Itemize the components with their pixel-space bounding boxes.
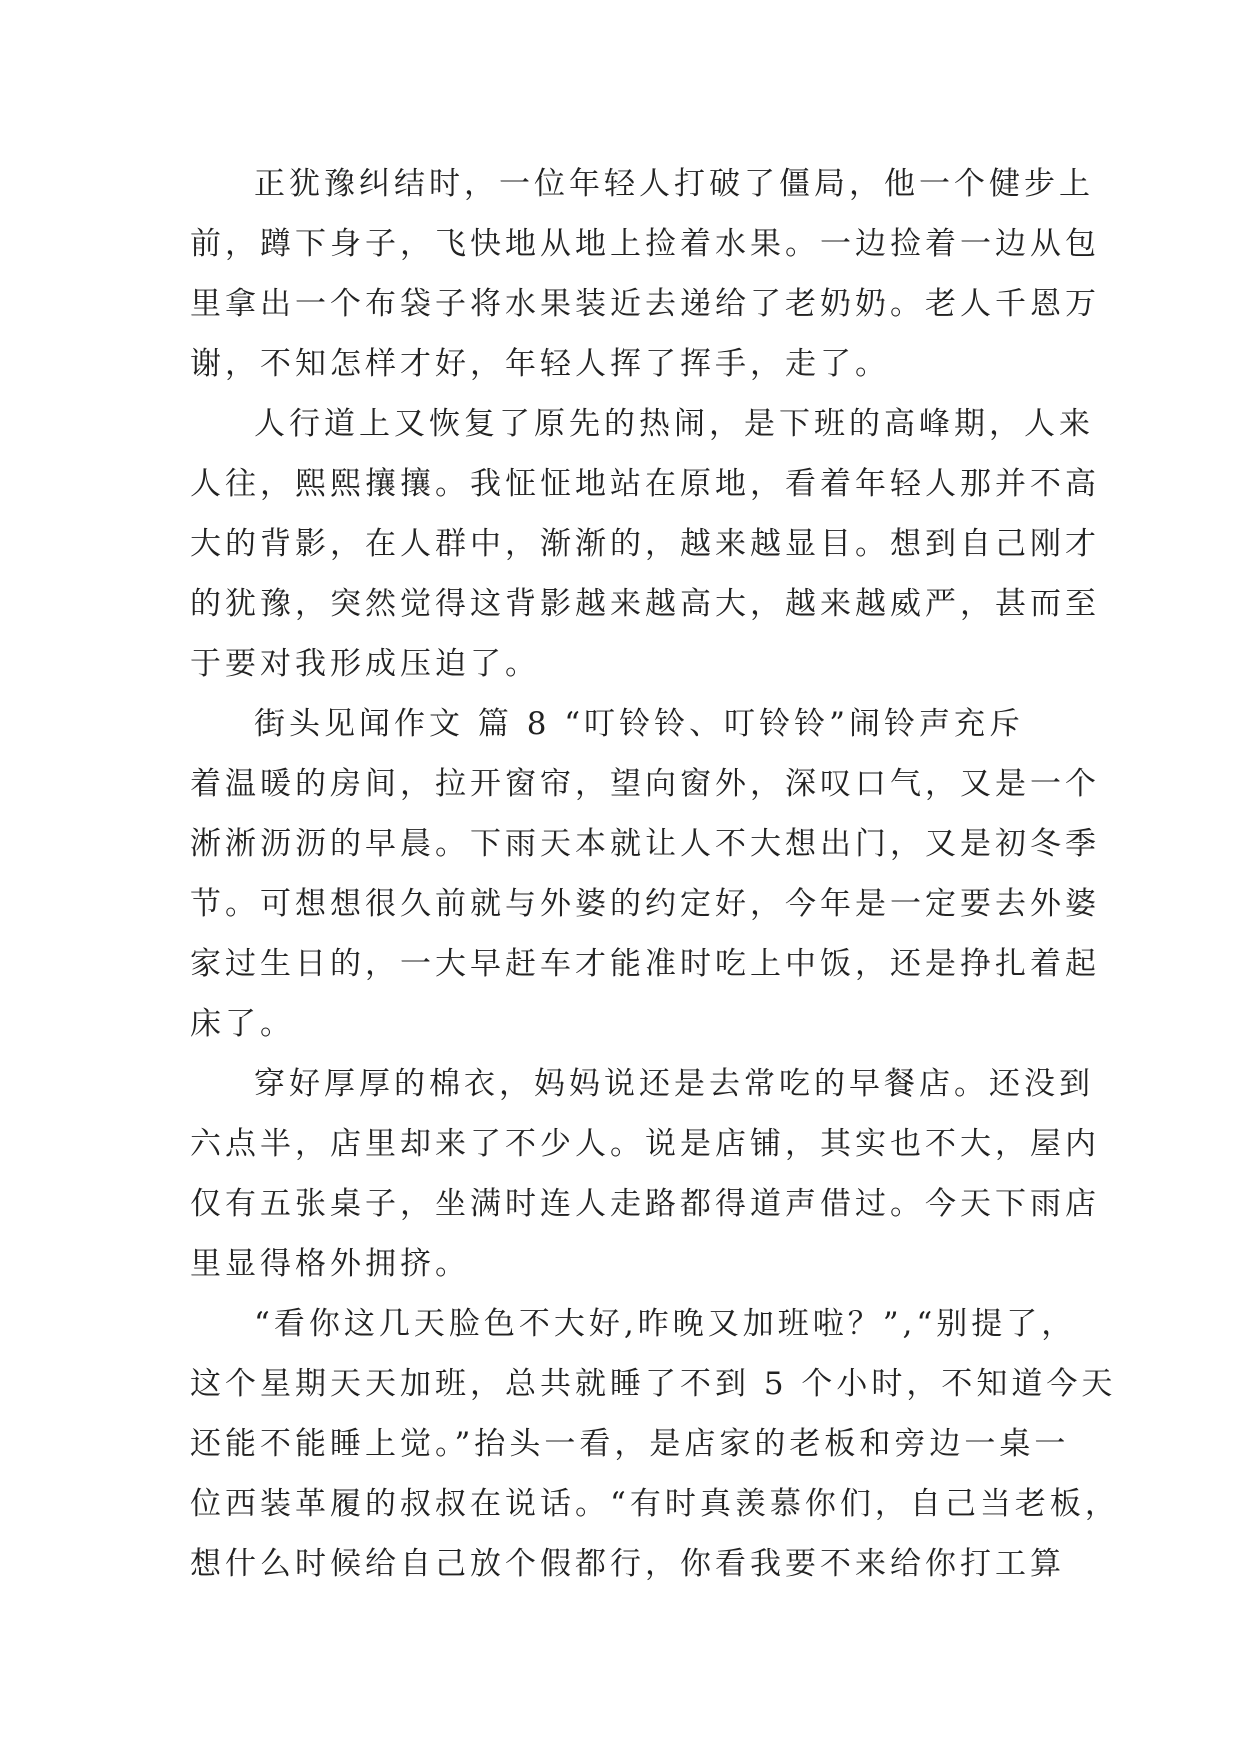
text-line: 仅有五张桌子，坐满时连人走路都得道声借过。今天下雨店 — [190, 1186, 1100, 1222]
text-line: 六点半，店里却来了不少人。说是店铺，其实也不大，屋内 — [190, 1126, 1100, 1162]
text-line: 床了。 — [190, 1006, 295, 1042]
text-line: 还能不能睡上觉。”抬头一看，是店家的老板和旁边一桌一 — [190, 1426, 1070, 1462]
text-line: 家过生日的，一大早赶车才能准时吃上中饭，还是挣扎着起 — [190, 946, 1100, 982]
text-line: 想什么时候给自己放个假都行，你看我要不来给你打工算 — [190, 1546, 1065, 1582]
text-line: 人往，熙熙攘攘。我怔怔地站在原地，看着年轻人那并不高 — [190, 466, 1100, 502]
text-line: 位西装革履的叔叔在说话。“有时真羡慕你们，自己当老板， — [190, 1486, 1120, 1522]
text-line: 这个星期天天加班，总共就睡了不到 5 个小时，不知道今天 — [190, 1366, 1117, 1402]
text-line: 街头见闻作文 篇 8 “叮铃铃、叮铃铃”闹铃声充斥 — [254, 706, 1024, 742]
document-body-text — [190, 154, 1120, 1594]
text-line: 于要对我形成压迫了。 — [190, 646, 540, 682]
text-line: 的犹豫，突然觉得这背影越来越高大，越来越威严，甚而至 — [190, 586, 1100, 622]
text-line: 穿好厚厚的棉衣，妈妈说还是去常吃的早餐店。还没到 — [254, 1066, 1094, 1102]
text-line: 前，蹲下身子，飞快地从地上捡着水果。一边捡着一边从包 — [190, 226, 1100, 262]
text-line: 节。可想想很久前就与外婆的约定好，今年是一定要去外婆 — [190, 886, 1100, 922]
text-line: 里显得格外拥挤。 — [190, 1246, 470, 1282]
text-line: 淅淅沥沥的早晨。下雨天本就让人不大想出门，又是初冬季 — [190, 826, 1100, 862]
text-line: 大的背影，在人群中，渐渐的，越来越显目。想到自己刚才 — [190, 526, 1100, 562]
text-line: 着温暖的房间，拉开窗帘，望向窗外，深叹口气，又是一个 — [190, 766, 1100, 802]
text-line: 正犹豫纠结时，一位年轻人打破了僵局，他一个健步上 — [254, 166, 1094, 202]
text-line: “看你这几天脸色不大好,昨晚又加班啦？”,“别提了， — [254, 1306, 1077, 1342]
text-line: 里拿出一个布袋子将水果装近去递给了老奶奶。老人千恩万 — [190, 286, 1100, 322]
text-line: 谢，不知怎样才好，年轻人挥了挥手，走了。 — [190, 346, 890, 382]
text-line: 人行道上又恢复了原先的热闹，是下班的高峰期，人来 — [254, 406, 1094, 442]
